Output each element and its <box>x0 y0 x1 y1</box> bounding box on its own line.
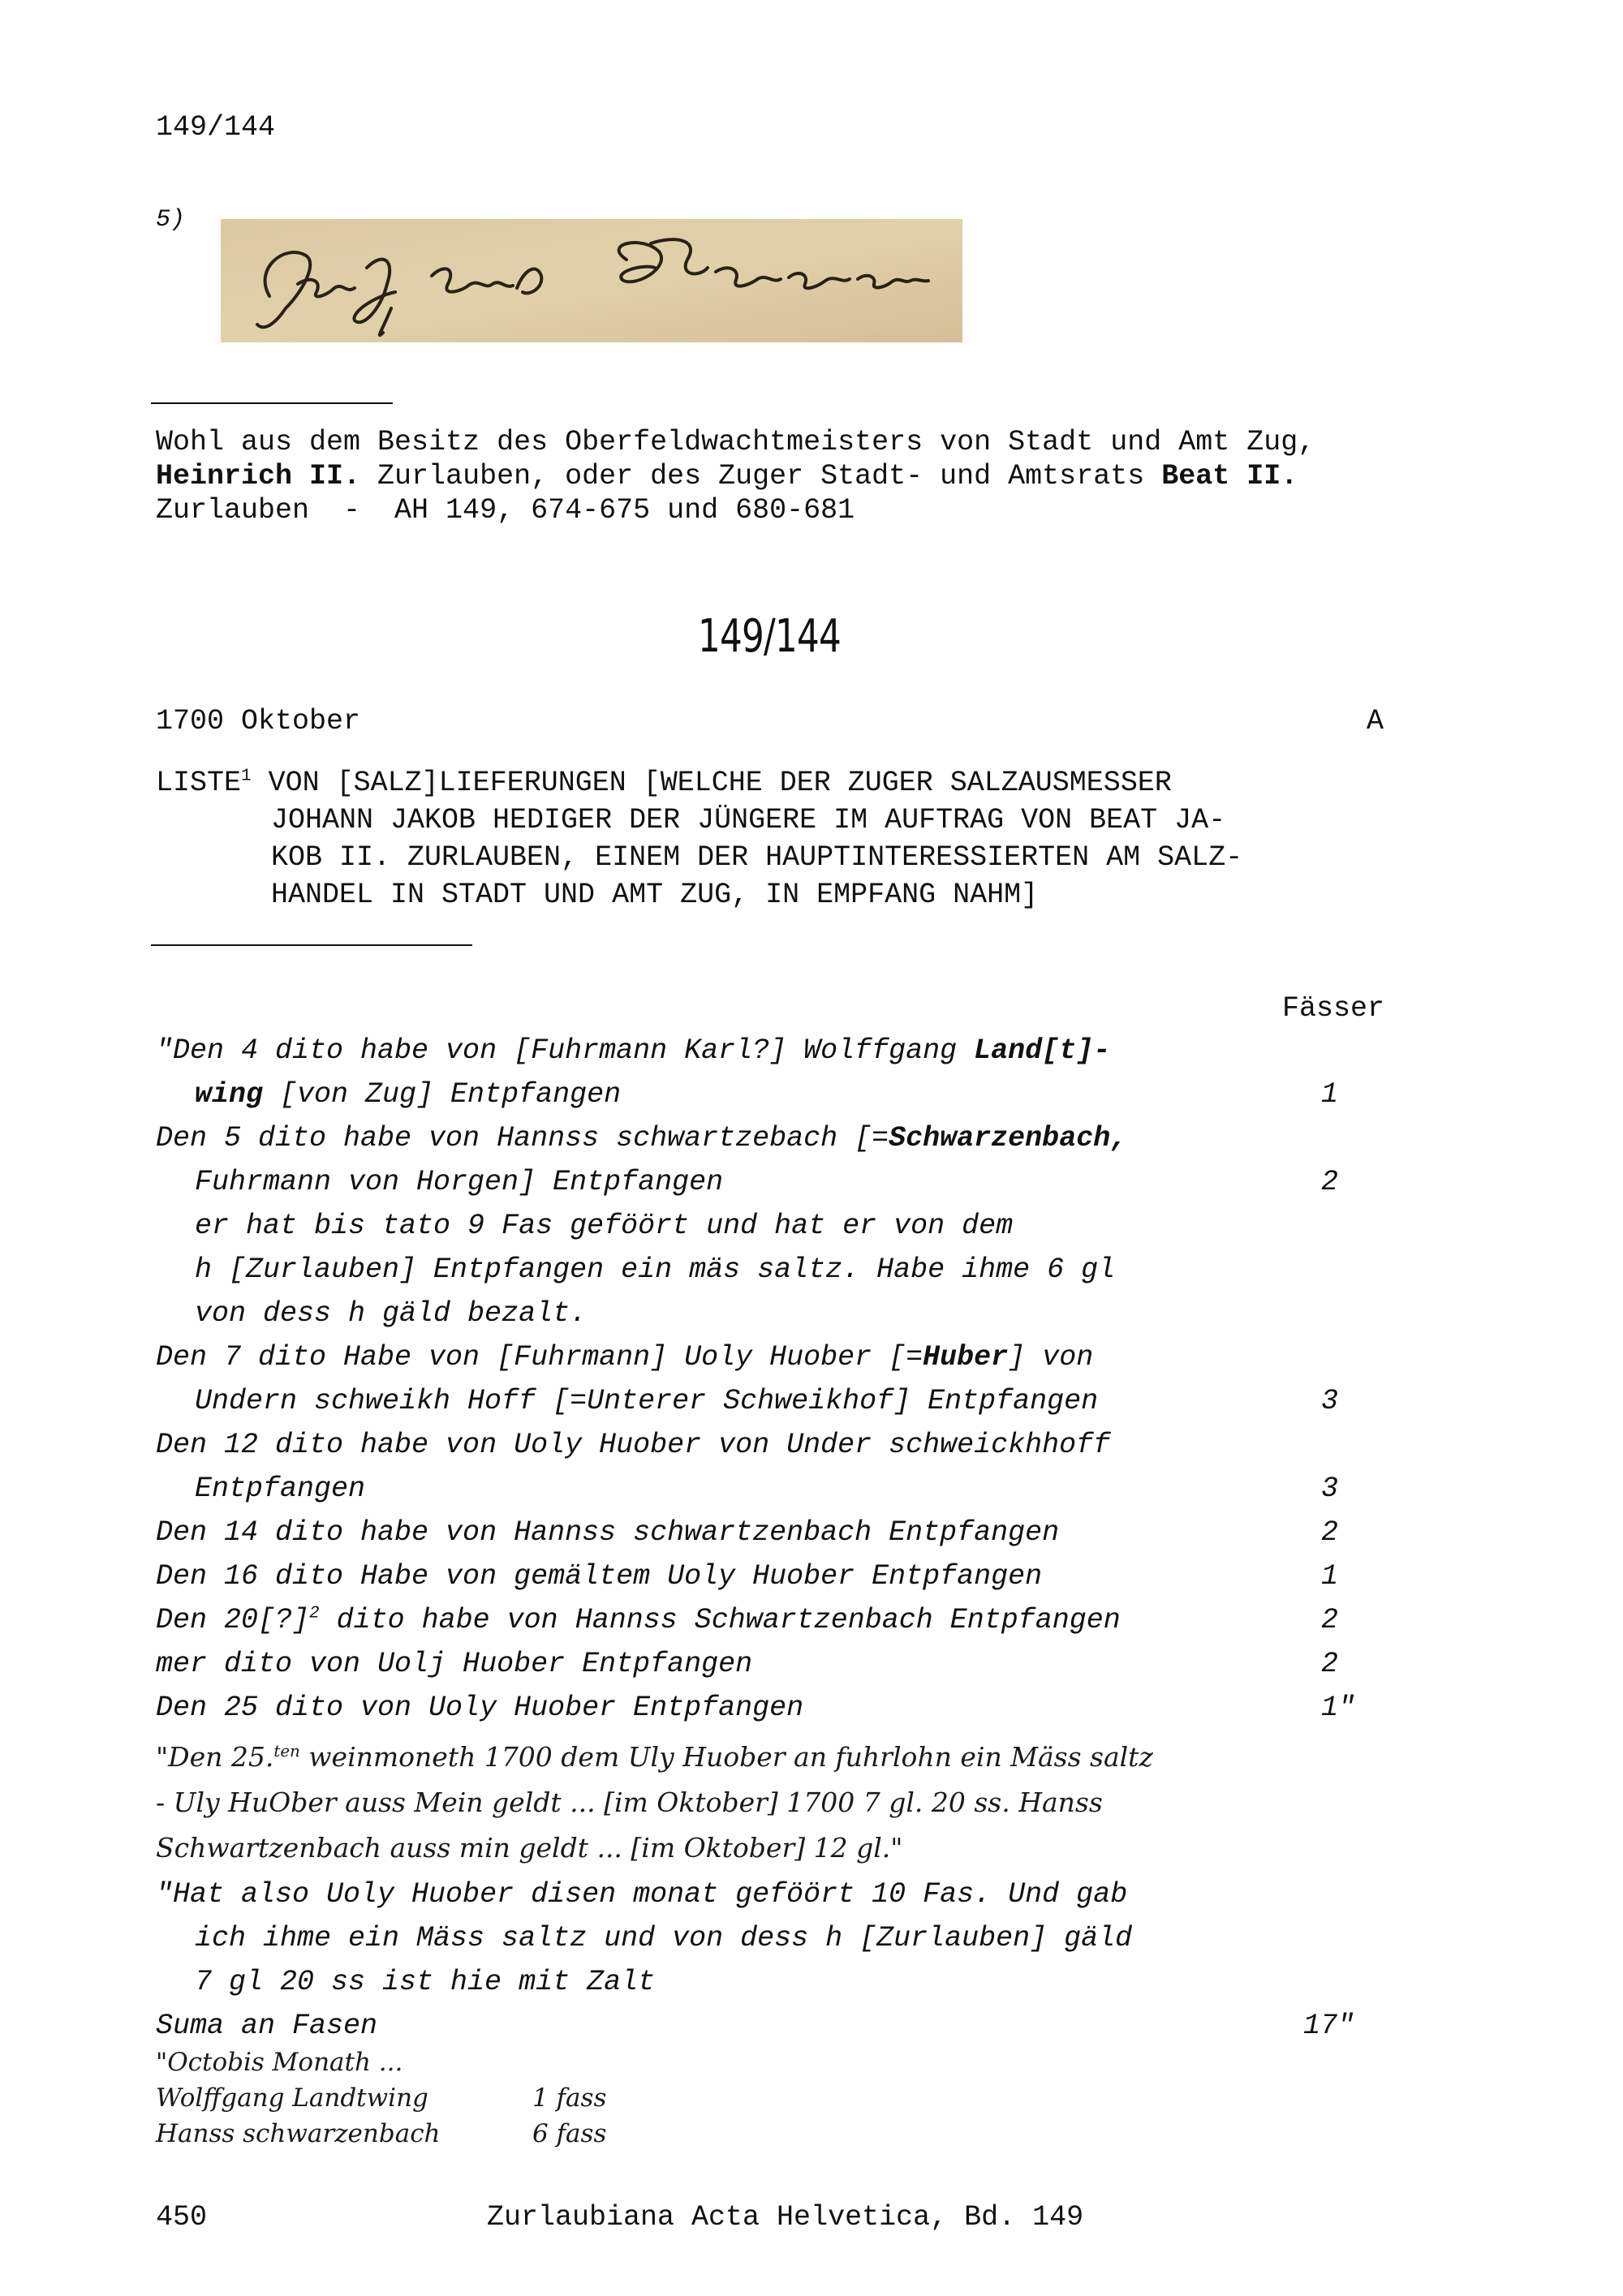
octobis-row-1-name: Wolffgang Landtwing <box>156 2083 428 2113</box>
handnote-line-3: Schwartzenbach auss min geldt ... [im Oktober] 12 gl." <box>156 1832 903 1864</box>
entry-3-line-1 <box>156 1341 1094 1374</box>
entry-2-value: 2 <box>1321 1166 1339 1198</box>
entry-3-text-2: ] von <box>1008 1341 1094 1374</box>
signature-image <box>221 219 962 342</box>
summary-line-1: "Hat also Uoly Huober disen monat geföört 10 Fas. Und gab <box>156 1878 1128 1911</box>
entry-7-text: Den 20[?] <box>156 1604 310 1636</box>
entry-8-value: 2 <box>1321 1648 1339 1680</box>
octobis-heading: "Octobis Monath ... <box>156 2048 403 2077</box>
handnote-line-2: - Uly HuOber auss Mein geldt ... [im Oktober] 1700 7 gl. 20 ss. Hanss <box>156 1786 1103 1818</box>
document-title-line-1 <box>156 769 1172 798</box>
summary-line-2: ich ihme ein Mäss saltz und von dess h [Zurlauben] gäld <box>195 1922 1133 1954</box>
entry-5: Den 14 dito habe von Hannss schwartzenbach Entpfangen <box>156 1516 1060 1549</box>
provenance-name-2: Beat II. <box>1161 460 1298 492</box>
entry-9-value: 1" <box>1321 1692 1356 1724</box>
entry-2-line-5: von dess h gäld bezalt. <box>195 1297 588 1330</box>
page-reference: 149/144 <box>156 111 276 144</box>
entry-7 <box>156 1606 1121 1635</box>
entry-8: mer dito von Uolj Huober Entpfangen <box>156 1648 753 1680</box>
entry-1-bold-2: wing <box>195 1078 264 1111</box>
entry-6-value: 1 <box>1321 1560 1339 1593</box>
footnote-ref-2: 2 <box>309 1604 320 1623</box>
title-liste: LISTE <box>156 767 242 799</box>
handnote-text: "Den 25. <box>156 1741 274 1773</box>
octobis-row-1-qty: 1 fass <box>532 2083 607 2113</box>
title-rest: VON [SALZ]LIEFERUNGEN [WELCHE DER ZUGER SALZAUSMESSER <box>251 767 1172 799</box>
entry-1-text-2: [von Zug] Entpfangen <box>263 1078 622 1111</box>
octobis-row-2-name: Hanss schwarzenbach <box>156 2119 441 2148</box>
entry-3-text: Den 7 dito Habe von [Fuhrmann] Uoly Huober [= <box>156 1341 923 1374</box>
entry-2-bold: Schwarzenbach, <box>889 1122 1128 1154</box>
rule-medium <box>151 944 472 946</box>
entry-6: Den 16 dito Habe von gemältem Uoly Huober Entpfangen <box>156 1560 1043 1593</box>
suma-value: 17" <box>1303 2010 1355 2042</box>
document-title-line-4: HANDEL IN STADT UND AMT ZUG, IN EMPFANG NAHM] <box>271 879 1039 911</box>
entry-4-line-2: Entpfangen <box>195 1473 366 1505</box>
provenance-line-2 <box>156 462 1298 491</box>
handnote-line-1 <box>156 1741 1153 1773</box>
entry-1-line-1 <box>156 1034 1111 1067</box>
page-number: 450 <box>156 2201 208 2234</box>
provenance-text: Zurlauben, oder des Zuger Stadt- und Amtsrats <box>360 460 1162 492</box>
entry-2-line-1 <box>156 1124 1127 1153</box>
column-header-faesser: Fässer <box>1282 992 1385 1025</box>
document-type: A <box>1367 705 1384 737</box>
footnote-ref-1: 1 <box>241 767 252 786</box>
document-title-line-2: JOHANN JAKOB HEDIGER DER JÜNGERE IM AUFTRAG VON BEAT JA- <box>271 804 1226 836</box>
entry-9: Den 25 dito von Uoly Huober Entpfangen <box>156 1692 804 1724</box>
entry-3-line-2: Undern schweikh Hoff [=Unterer Schweikhof] Entpfangen <box>195 1385 1099 1417</box>
entry-2-line-3: er hat bis tato 9 Fas geföört und hat er von dem <box>195 1210 1014 1242</box>
entry-2-line-2: Fuhrmann von Horgen] Entpfangen <box>195 1166 724 1198</box>
entry-3-bold: Huber <box>923 1341 1009 1374</box>
entry-1-value: 1 <box>1321 1078 1339 1111</box>
handnote-text-2: weinmoneth 1700 dem Uly Huober an fuhrlohn ein Mäss saltz <box>299 1741 1153 1773</box>
suma-label: Suma an Fasen <box>156 2010 378 2042</box>
provenance-name-1: Heinrich II. <box>156 460 361 492</box>
entry-7-value: 2 <box>1321 1604 1339 1636</box>
entry-2-text: Den 5 dito habe von Hannss schwartzebach [= <box>156 1122 889 1154</box>
document-number: 149/144 <box>698 610 841 663</box>
document-date: 1700 Oktober <box>156 705 361 737</box>
handnote-sup: ten <box>273 1742 300 1761</box>
octobis-row-2-qty: 6 fass <box>532 2119 607 2148</box>
entry-1-bold: Land[t]- <box>974 1034 1111 1067</box>
footnote-marker: 5) <box>156 206 186 234</box>
document-title-line-3: KOB II. ZURLAUBEN, EINEM DER HAUPTINTERESSIERTEN AM SALZ- <box>271 841 1243 874</box>
entry-2-line-4: h [Zurlauben] Entpfangen ein mäs saltz. Habe ihme 6 gl <box>195 1253 1116 1286</box>
entry-4-line-1: Den 12 dito habe von Uoly Huober von Under schweickhhoff <box>156 1429 1111 1461</box>
entry-4-value: 3 <box>1321 1473 1339 1505</box>
summary-line-3: 7 gl 20 ss ist hie mit Zalt <box>195 1966 656 1998</box>
entry-1-text: "Den 4 dito habe von [Fuhrmann Karl?] Wolffgang <box>156 1034 975 1067</box>
entry-7-text-2: dito habe von Hannss Schwartzenbach Entpfangen <box>319 1604 1121 1636</box>
rule-short <box>151 402 393 404</box>
entry-3-value: 3 <box>1321 1385 1339 1417</box>
entry-1-line-2 <box>195 1078 622 1111</box>
provenance-line-3: Zurlauben - AH 149, 674-675 und 680-681 <box>156 494 855 527</box>
publication-title: Zurlaubiana Acta Helvetica, Bd. 149 <box>487 2201 1084 2234</box>
provenance-line-1: Wohl aus dem Besitz des Oberfeldwachtmeisters von Stadt und Amt Zug, <box>156 426 1315 458</box>
entry-5-value: 2 <box>1321 1516 1339 1549</box>
